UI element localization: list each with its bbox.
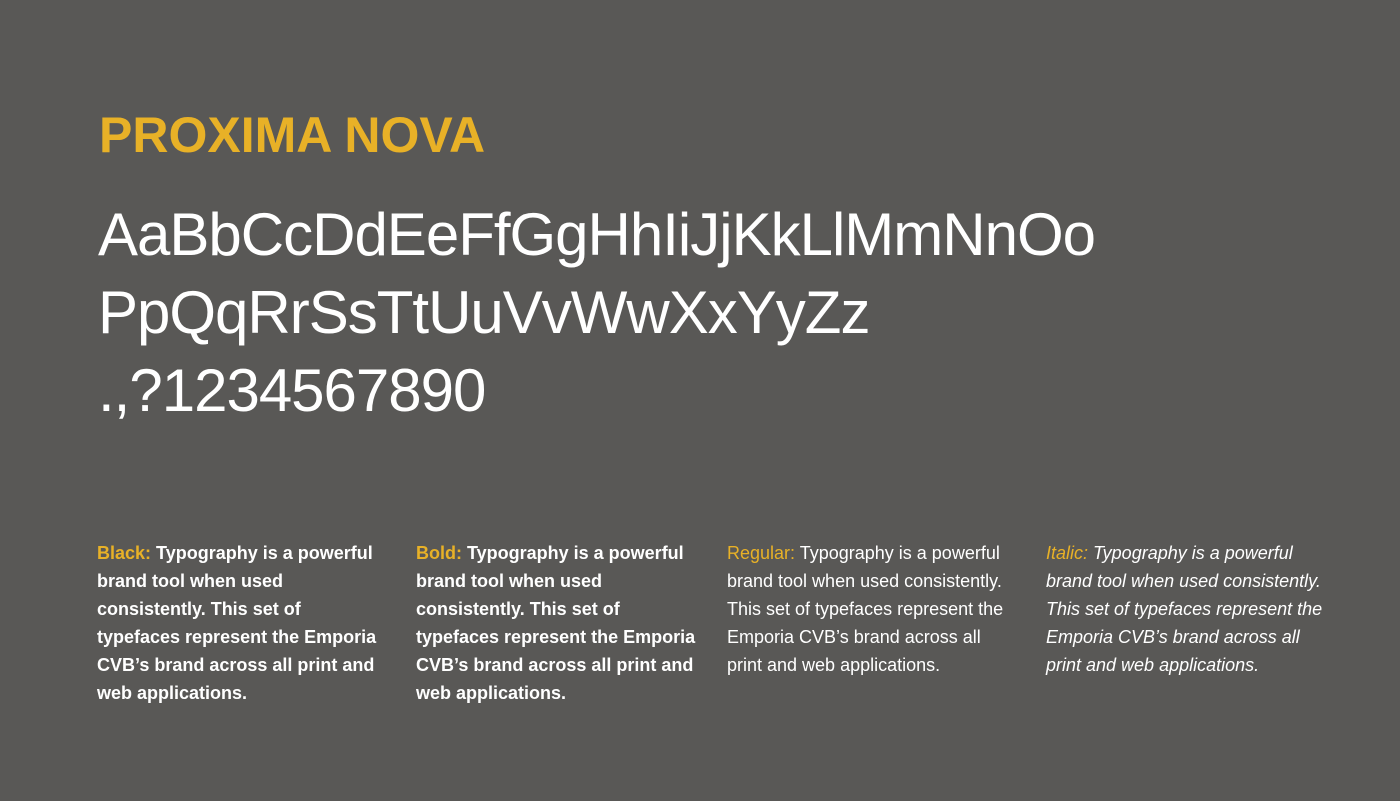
sample-regular-label: Regular: — [727, 543, 796, 563]
specimen-line-3: .,?1234567890 — [98, 357, 486, 424]
font-name-title: PROXIMA NOVA — [99, 107, 486, 163]
sample-black-text: Typography is a powerful brand tool when used consistently. This set of typefaces represent the Emporia CVB’s brand across all print and web applications. — [97, 543, 377, 703]
sample-regular — [727, 539, 1012, 679]
specimen-line-1: AaBbCcDdEeFfGgHhIiJjKkLlMmNnOo — [98, 201, 1096, 268]
sample-regular-text: Typography is a powerful brand tool when used consistently. This set of typefaces represent the Emporia CVB’s brand across all print and web applications. — [727, 543, 1004, 675]
sample-bold — [416, 539, 701, 707]
sample-italic-text: Typography is a powerful brand tool when used consistently. This set of typefaces represent the Emporia CVB’s brand across all print and web applications. — [1046, 543, 1323, 675]
specimen-line-2: PpQqRrSsTtUuVvWwXxYyZz — [98, 279, 870, 346]
sample-italic — [1046, 539, 1331, 679]
sample-bold-label: Bold: — [416, 543, 462, 563]
sample-italic-label: Italic: — [1046, 543, 1089, 563]
character-specimen — [98, 196, 1348, 430]
sample-black — [97, 539, 382, 707]
sample-bold-text: Typography is a powerful brand tool when used consistently. This set of typefaces represent the Emporia CVB’s brand across all print and web applications. — [416, 543, 696, 703]
sample-black-label: Black: — [97, 543, 152, 563]
